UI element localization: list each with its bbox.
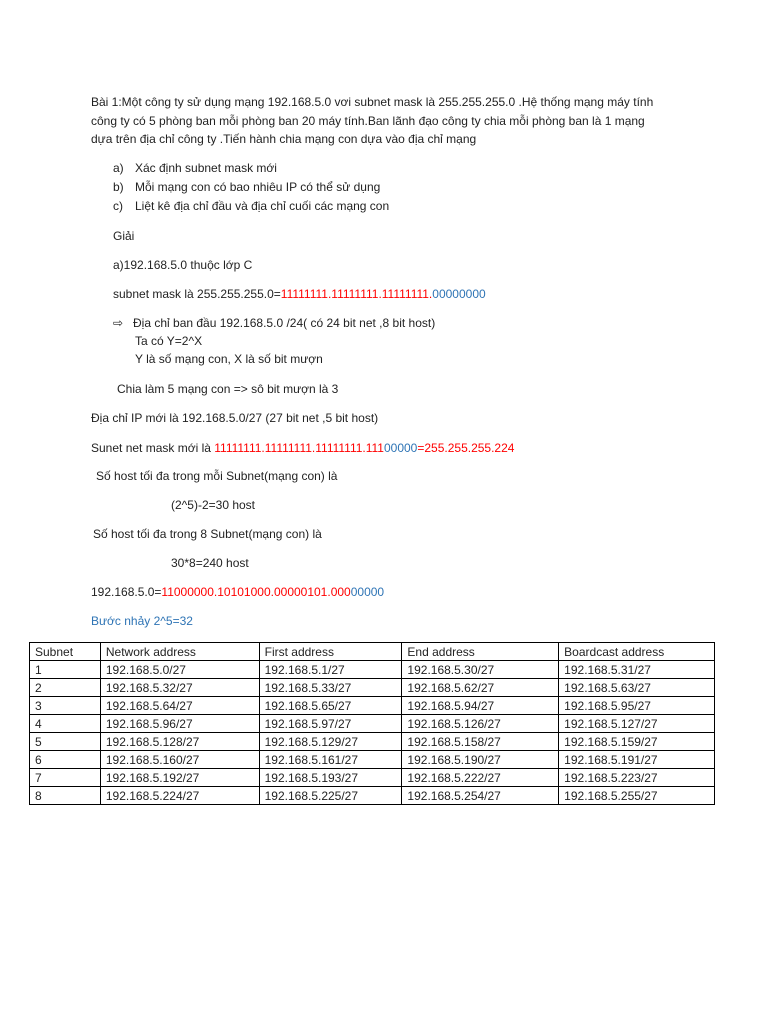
cell-end: 192.168.5.190/27 (402, 751, 559, 769)
cell-broadcast: 192.168.5.191/27 (559, 751, 715, 769)
header-broadcast-address: Boardcast address (559, 643, 715, 661)
cell-end: 192.168.5.222/27 (402, 769, 559, 787)
cell-first: 192.168.5.161/27 (259, 751, 402, 769)
cell-end: 192.168.5.30/27 (402, 661, 559, 679)
cell-end: 192.168.5.158/27 (402, 733, 559, 751)
host-total-label: Số host tối đa trong 8 Subnet(mạng con) là (93, 527, 322, 541)
cell-subnet: 8 (30, 787, 101, 805)
table-row (30, 715, 715, 733)
question-c (113, 199, 389, 214)
question-text: Liệt kê địa chỉ đầu và địa chỉ cuối các mạng con (135, 199, 390, 213)
cell-network: 192.168.5.160/27 (100, 751, 259, 769)
class-line: a)192.168.5.0 thuộc lớp C (113, 258, 253, 272)
cell-end: 192.168.5.62/27 (402, 679, 559, 697)
cell-subnet: 5 (30, 733, 101, 751)
table-row (30, 787, 715, 805)
cell-broadcast: 192.168.5.127/27 (559, 715, 715, 733)
cell-broadcast: 192.168.5.63/27 (559, 679, 715, 697)
cell-network: 192.168.5.32/27 (100, 679, 259, 697)
question-a (113, 161, 277, 176)
question-letter: a) (113, 161, 124, 175)
table-row (30, 733, 715, 751)
question-text: Xác định subnet mask mới (135, 161, 277, 175)
solution-heading: Giải (113, 229, 135, 243)
table-row (30, 697, 715, 715)
cell-network: 192.168.5.192/27 (100, 769, 259, 787)
question-b (113, 180, 380, 195)
binary-address-line (91, 585, 384, 600)
cell-subnet: 1 (30, 661, 101, 679)
cell-end: 192.168.5.126/27 (402, 715, 559, 733)
header-subnet: Subnet (30, 643, 101, 661)
table-row (30, 769, 715, 787)
problem-line-1: Bài 1:Một công ty sử dụng mạng 192.168.5.0 vơi subnet mask là 255.255.255.0 .Hệ thống mạng máy tính (91, 95, 654, 109)
cell-network: 192.168.5.0/27 (100, 661, 259, 679)
arrow-right-icon: ⇨ (113, 316, 124, 330)
borrow-line: Chia làm 5 mạng con => sô bit mượn là 3 (117, 382, 339, 396)
table-row (30, 679, 715, 697)
mask-binary-blue: 00000000 (432, 287, 486, 301)
new-mask-line (91, 441, 514, 456)
formula-note: Y là số mạng con, X là số bit mượn (135, 352, 323, 366)
cell-subnet: 7 (30, 769, 101, 787)
formula-line: Ta có Y=2^X (135, 334, 203, 348)
new-ip-line: Địa chỉ IP mới là 192.168.5.0/27 (27 bit net ,5 bit host) (91, 411, 379, 425)
cell-network: 192.168.5.64/27 (100, 697, 259, 715)
cell-broadcast: 192.168.5.255/27 (559, 787, 715, 805)
cell-first: 192.168.5.225/27 (259, 787, 402, 805)
problem-line-3: dựa trên địa chỉ công ty .Tiến hành chia mạng con dựa vào địa chỉ mạng (91, 132, 477, 146)
initial-address-text: Địa chỉ ban đầu 192.168.5.0 /24( có 24 bit net ,8 bit host) (133, 316, 436, 330)
cell-broadcast: 192.168.5.223/27 (559, 769, 715, 787)
header-first-address: First address (259, 643, 402, 661)
new-mask-decimal: =255.255.255.224 (417, 441, 515, 455)
initial-address-line (113, 316, 435, 331)
cell-first: 192.168.5.33/27 (259, 679, 402, 697)
cell-subnet: 3 (30, 697, 101, 715)
host-per-subnet-calc: (2^5)-2=30 host (171, 498, 256, 512)
cell-network: 192.168.5.224/27 (100, 787, 259, 805)
question-letter: b) (113, 180, 124, 194)
cell-first: 192.168.5.65/27 (259, 697, 402, 715)
binary-blue: 00000 (350, 585, 385, 599)
new-mask-binary-blue: 00000 (383, 441, 418, 455)
cell-broadcast: 192.168.5.31/27 (559, 661, 715, 679)
cell-first: 192.168.5.1/27 (259, 661, 402, 679)
header-network-address: Network address (100, 643, 259, 661)
new-mask-binary-red: 11111111.11111111.11111111.111 (214, 441, 384, 455)
cell-subnet: 4 (30, 715, 101, 733)
question-text: Mỗi mạng con có bao nhiêu IP có thể sử dụng (135, 180, 381, 194)
subnet-table (29, 642, 715, 805)
binary-red: 11000000.10101000.00000101.000 (161, 585, 351, 599)
cell-subnet: 6 (30, 751, 101, 769)
question-letter: c) (113, 199, 123, 213)
table-row (30, 661, 715, 679)
host-total-calc: 30*8=240 host (171, 556, 249, 570)
cell-first: 192.168.5.97/27 (259, 715, 402, 733)
cell-first: 192.168.5.129/27 (259, 733, 402, 751)
cell-subnet: 2 (30, 679, 101, 697)
cell-network: 192.168.5.96/27 (100, 715, 259, 733)
cell-end: 192.168.5.254/27 (402, 787, 559, 805)
cell-broadcast: 192.168.5.159/27 (559, 733, 715, 751)
mask-prefix: subnet mask là 255.255.255.0= (113, 287, 281, 301)
cell-broadcast: 192.168.5.95/27 (559, 697, 715, 715)
new-mask-prefix: Sunet net mask mới là (91, 441, 215, 455)
step-line: Bước nhảy 2^5=32 (91, 614, 193, 628)
problem-line-2: công ty có 5 phòng ban mỗi phòng ban 20 máy tính.Ban lãnh đạo công ty chia mỗi phòng ban là 1 mạng (91, 114, 645, 128)
host-per-subnet-label: Số host tối đa trong mỗi Subnet(mạng con) là (96, 469, 338, 483)
header-end-address: End address (402, 643, 559, 661)
binary-prefix: 192.168.5.0= (91, 585, 162, 599)
table-header-row (30, 643, 715, 661)
table-row (30, 751, 715, 769)
cell-end: 192.168.5.94/27 (402, 697, 559, 715)
mask-binary-red: 11111111.11111111.11111111. (280, 287, 433, 301)
subnet-mask-line (113, 287, 486, 302)
cell-first: 192.168.5.193/27 (259, 769, 402, 787)
cell-network: 192.168.5.128/27 (100, 733, 259, 751)
